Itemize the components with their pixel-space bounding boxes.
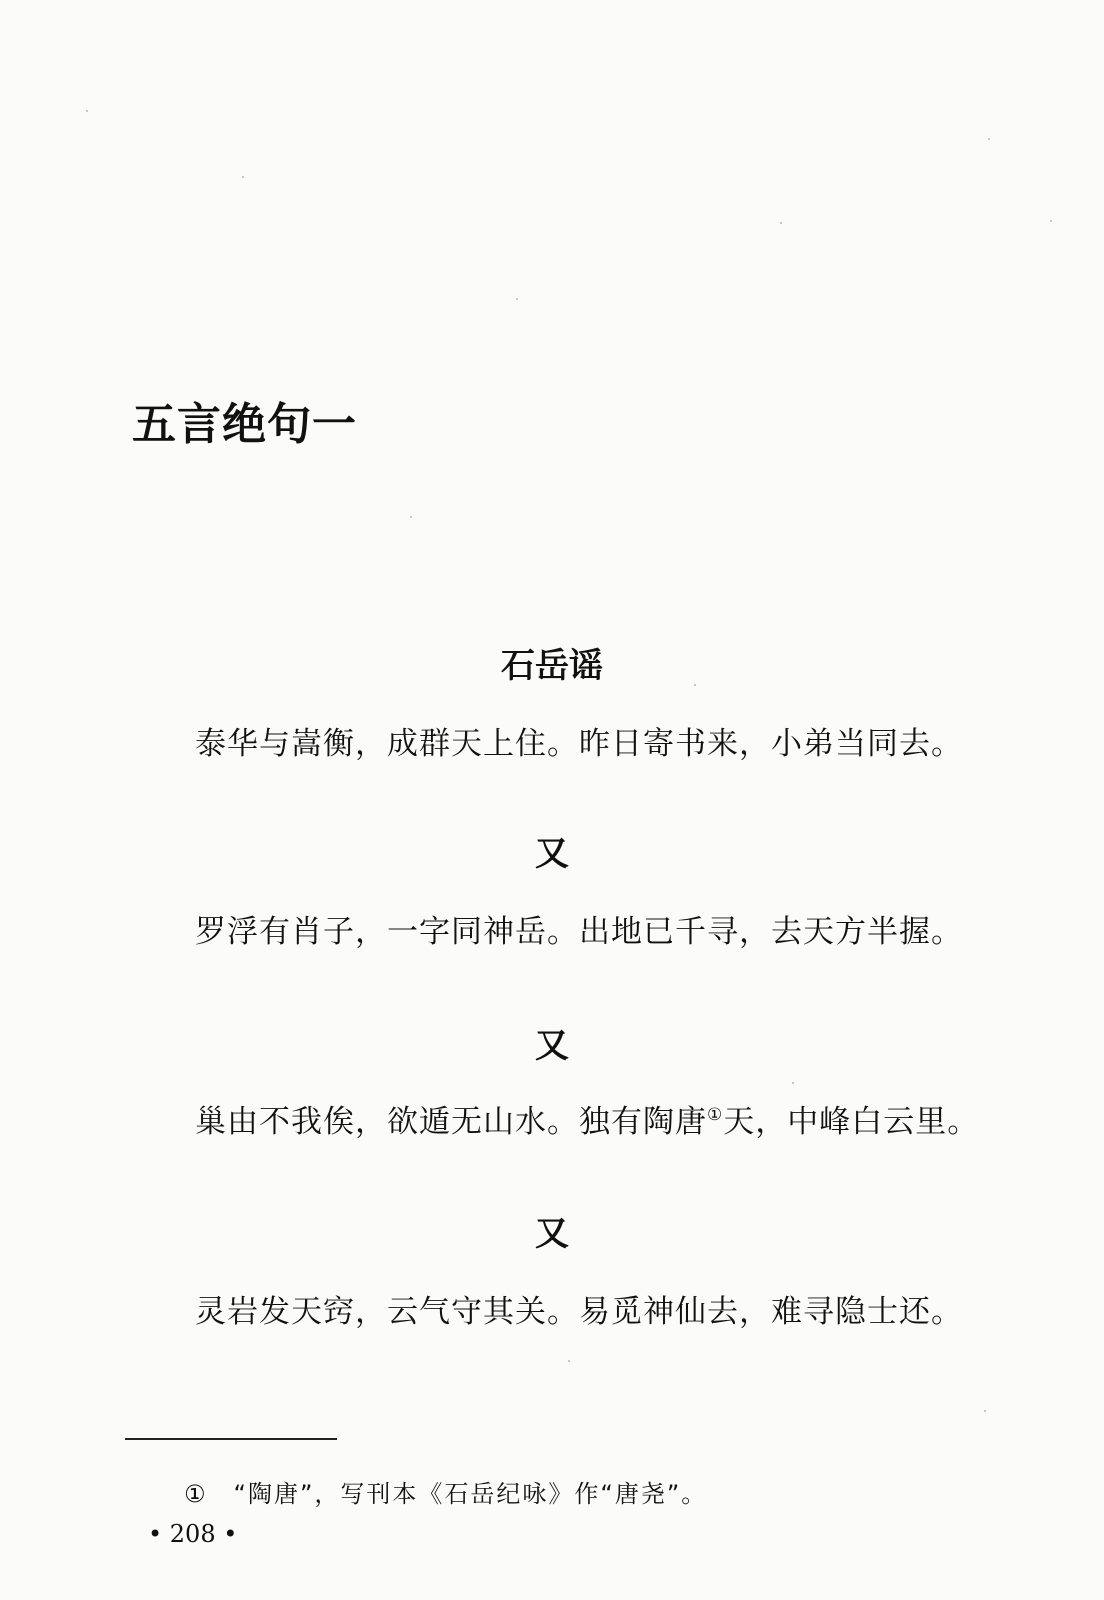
page-number: • 208 •	[148, 1520, 238, 1548]
footnote	[184, 1474, 707, 1509]
paper-speck	[86, 110, 88, 112]
paper-speck	[792, 1082, 794, 1084]
paper-speck	[780, 222, 782, 224]
poem-line: 灵岩发天窍，云气守其关。易觅神仙去，难寻隐士还。	[195, 1294, 963, 1330]
poem-line	[195, 1096, 979, 1141]
footnote-marker: ①	[184, 1480, 208, 1508]
paper-speck	[568, 1360, 570, 1362]
poem-title: 又	[535, 1026, 569, 1066]
paper-speck	[242, 176, 244, 178]
paper-speck	[694, 684, 696, 686]
poem-title: 石岳谣	[501, 646, 603, 686]
poem-title: 又	[535, 1214, 569, 1254]
poem-line: 泰华与嵩衡，成群天上住。昨日寄书来，小弟当同去。	[195, 726, 963, 762]
paper-speck	[1050, 220, 1052, 222]
footnote-text: “陶唐”，写刊本《石岳纪咏》作“唐尧”。	[233, 1480, 708, 1508]
section-title: 五言绝句一	[132, 399, 357, 450]
poem-line-text: 巢由不我俟，欲遁无山水。独有陶唐	[195, 1104, 707, 1140]
paper-speck	[984, 1410, 986, 1412]
paper-speck	[410, 516, 412, 518]
poem-line: 罗浮有肖子，一字同神岳。出地已千寻，去天方半握。	[195, 914, 963, 950]
poem-line-text: 天，中峰白云里。	[723, 1104, 980, 1140]
poem-title: 又	[535, 834, 569, 874]
footnote-reference[interactable]: ①	[707, 1105, 724, 1125]
paper-speck	[988, 138, 990, 140]
footnote-divider	[125, 1438, 337, 1440]
paper-speck	[516, 298, 518, 300]
